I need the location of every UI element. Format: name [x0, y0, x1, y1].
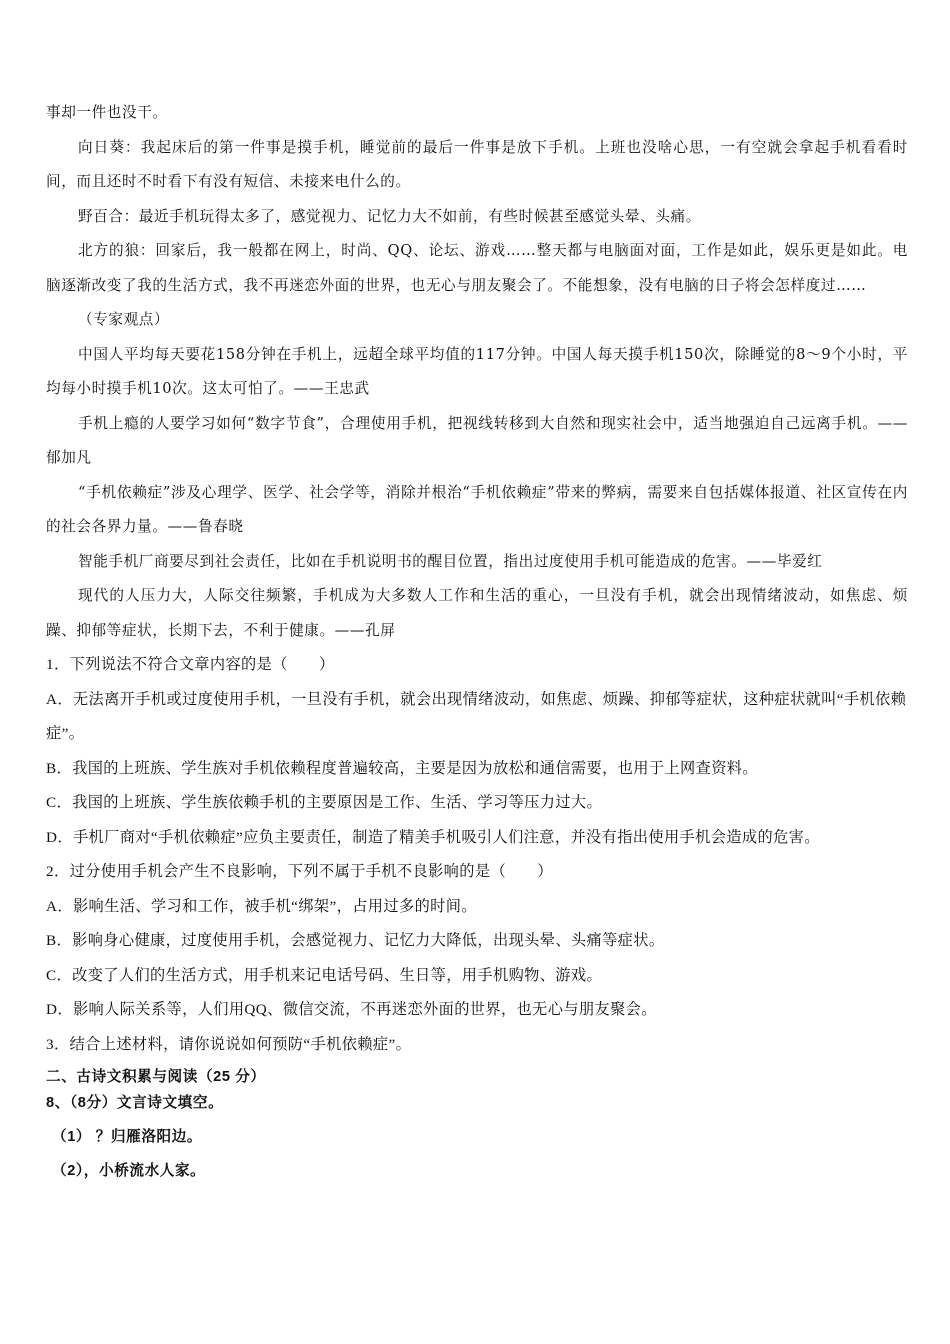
question-2-option-d: D．影响人际关系等，人们用QQ、微信交流，不再迷恋外面的世界，也无心与朋友聚会。: [46, 1001, 657, 1018]
question-1-option-b: B．我国的上班族、学生族对手机依赖程度普遍较高，主要是因为放松和通信需要，也用于上网查资料。: [46, 759, 758, 777]
question-1-option-a: A．无法离开手机或过度使用手机，一旦没有手机，就会出现情绪波动，如焦虑、烦躁、抑郁等症状，这种症状就叫“手机依赖症”。: [46, 690, 907, 742]
expert-opinion-4: 智能手机厂商要尽到社会责任，比如在手机说明书的醒目位置，指出过度使用手机可能造成的危害。——毕爱红: [78, 552, 823, 570]
question-1-stem: 1．下列说法不符合文章内容的是（ ）: [46, 656, 335, 673]
question-2-stem: 2．过分使用手机会产生不良影响，下列不属于手机不良影响的是（ ）: [46, 863, 553, 880]
question-2-option-a: A．影响生活、学习和工作，被手机“绑架”，占用过多的时间。: [46, 897, 477, 915]
fill-blank-2: （2），小桥流水人家。: [52, 1163, 206, 1179]
fill-blank-1: （1） ？归雁洛阳边。: [52, 1129, 203, 1145]
expert-opinion-5: 现代的人压力大，人际交往频繁，手机成为大多数人工作和生活的重心，一旦没有手机，就会出现情绪波动，如焦虑、烦躁、抑郁等症状，长期下去，不利于健康。——孔屏: [46, 587, 908, 639]
section-2-heading: 二、古诗文积累与阅读（25 分）: [46, 1069, 266, 1085]
question-2-option-b: B．影响身心健康，过度使用手机，会感觉视力、记忆力大降低，出现头晕、头痛等症状。: [46, 932, 665, 949]
question-1-option-c: C．我国的上班族、学生族依赖手机的主要原因是工作、生活、学习等压力过大。: [46, 794, 603, 811]
document-page: [46, 96, 908, 1188]
comment-lily: 野百合：最近手机玩得太多了，感觉视力、记忆力大不如前，有些时候甚至感觉头晕、头痛。: [78, 207, 701, 225]
question-1: [46, 648, 908, 855]
question-8-heading: 8、（8分）文言诗文填空。: [46, 1095, 224, 1111]
expert-heading: （专家观点）: [78, 311, 170, 328]
expert-opinion-3: “手机依赖症”涉及心理学、医学、社会学等，消除并根治“手机依赖症”带来的弊病，需要来自包括媒体报道、社区宣传在内的社会各界力量。——鲁春晓: [46, 483, 908, 535]
question-1-option-d: D．手机厂商对“手机依赖症”应负主要责任，制造了精美手机吸引人们注意，并没有指出使用手机会造成的危害。: [46, 828, 820, 846]
question-2-option-c: C．改变了人们的生活方式，用手机来记电话号码、生日等，用手机购物、游戏。: [46, 966, 603, 984]
passage-continuation: 事却一件也没干。: [46, 104, 168, 121]
comment-sunflower: 向日葵：我起床后的第一件事是摸手机，睡觉前的最后一件事是放下手机。上班也没啥心思，一有空就会拿起手机看看时间，而且还时不时看下有没有短信、未接来电什么的。: [46, 138, 908, 190]
comment-wolf: 北方的狼：回家后，我一般都在网上，时尚、QQ、论坛、游戏……整天都与电脑面对面，工作是如此，娱乐更是如此。电脑逐渐改变了我的生活方式，我不再迷恋外面的世界，也无心与朋友聚会了。不能想象，没有电脑的日子将会怎样度过……: [46, 242, 908, 294]
question-3-stem: 3．结合上述材料，请你说说如何预防“手机依赖症”。: [46, 1035, 412, 1053]
expert-opinion-1: 中国人平均每天要花158分钟在手机上，远超全球平均值的117分钟。中国人每天摸手机150次，除睡觉的8～9个小时，平均每小时摸手机10次。这太可怕了。——王忠武: [46, 345, 908, 397]
question-2: [46, 855, 908, 1028]
expert-opinion-2: 手机上瘾的人要学习如何“数字节食”，合理使用手机，把视线转移到大自然和现实社会中，适当地强迫自己远离手机。——郁加凡: [46, 414, 908, 466]
